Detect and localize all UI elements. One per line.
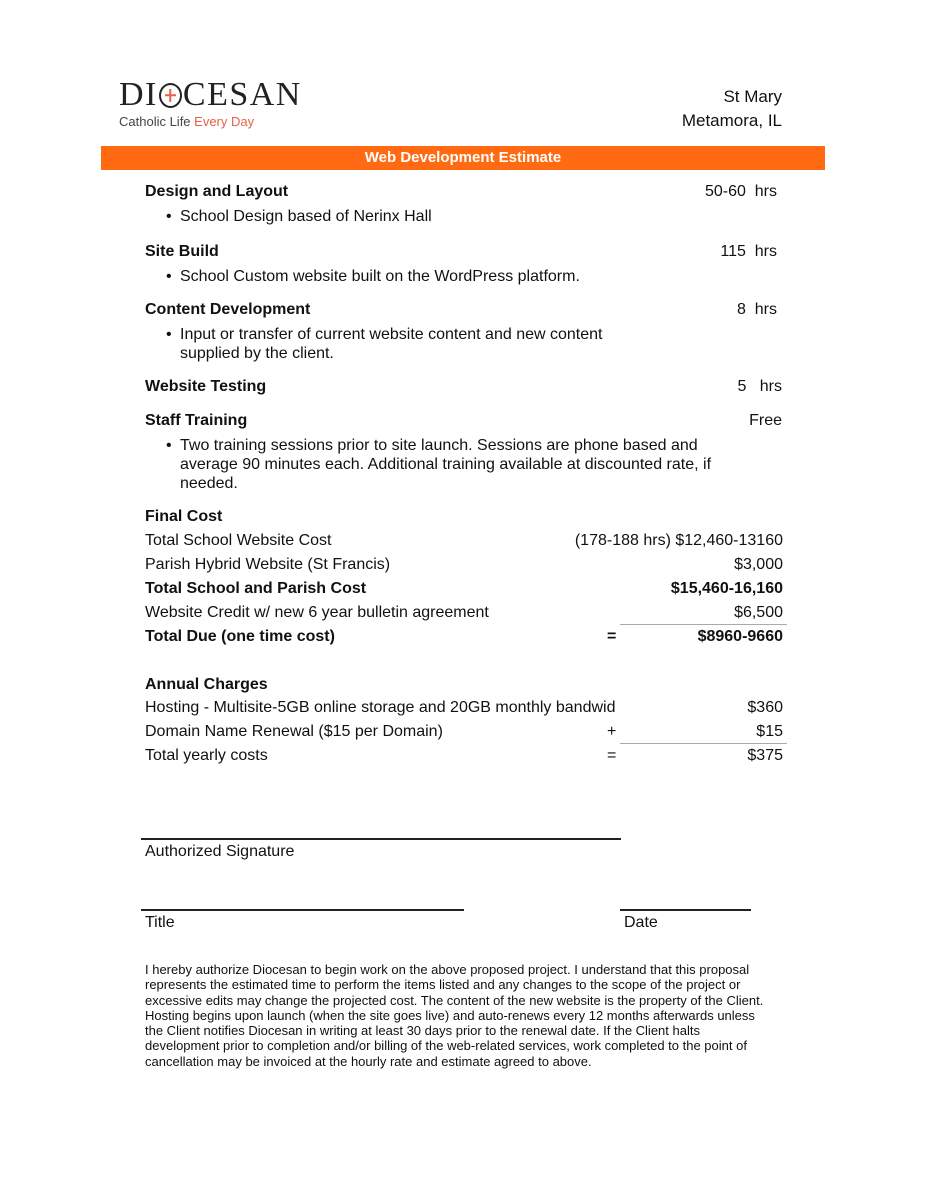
cross-circle-icon: [159, 83, 182, 108]
bullet-text: School Design based of Nerinx Hall: [180, 208, 432, 225]
bullet-icon: •: [166, 268, 172, 285]
tagline-accent: Every Day: [194, 114, 255, 129]
bullet-icon: •: [166, 208, 172, 225]
cost-row: [145, 604, 783, 624]
section-hours: 50-60 hrs: [704, 183, 777, 200]
cost-label: Total School and Parish Cost: [145, 580, 367, 597]
section-title: Design and Layout: [145, 183, 289, 200]
bullet-icon: •: [166, 326, 172, 343]
bullet-text: supplied by the client.: [180, 345, 334, 362]
cost-row-subtotal: [145, 580, 783, 600]
authorization-terms: [145, 962, 785, 1069]
bullet-text: School Custom website built on the WordPress platform.: [180, 268, 580, 285]
title-line[interactable]: [141, 909, 464, 911]
authorized-signature-label: Authorized Signature: [145, 843, 295, 860]
client-name: St Mary: [723, 87, 782, 106]
cost-label: Website Credit w/ new 6 year bulletin agreement: [145, 604, 489, 621]
plus-sign: +: [607, 723, 617, 740]
bullet-text: Two training sessions prior to site launch. Sessions are phone based and: [180, 437, 698, 454]
section-hours: 115 hrs: [720, 243, 777, 260]
terms-line: Hosting begins upon launch (when the site goes live) and auto-renews every 12 months afterwards unless: [145, 1007, 755, 1023]
annual-row: [145, 699, 783, 719]
final-cost-title: Final Cost: [145, 508, 223, 525]
logo-tagline: [119, 114, 319, 129]
section-hours: Free: [749, 412, 782, 429]
section-title: Website Testing: [145, 378, 267, 395]
logo-word-start: DI: [119, 76, 158, 113]
terms-line: development prior to completion and/or billing of the web-related services, work completed to the point of: [145, 1038, 747, 1054]
section-hours: 8 hrs: [736, 301, 777, 318]
bullet-text: average 90 minutes each. Additional training available at discounted rate, if: [180, 456, 712, 473]
annual-value: $15: [756, 723, 783, 740]
cost-value: $3,000: [734, 556, 783, 573]
cost-label: Parish Hybrid Website (St Francis): [145, 556, 391, 573]
date-label: Date: [624, 914, 658, 931]
sum-divider: [620, 624, 787, 625]
cost-value: $8960-9660: [697, 628, 783, 645]
cost-label: Total School Website Cost: [145, 532, 332, 549]
client-info: [682, 85, 782, 133]
annual-label: Total yearly costs: [145, 747, 268, 764]
terms-line: represents the estimated time to perform the items listed and any changes to the scope of the project or: [145, 977, 741, 993]
annual-charges-title: Annual Charges: [145, 676, 268, 693]
cost-value: $15,460-16,160: [670, 580, 783, 597]
equals-sign: =: [607, 628, 617, 645]
terms-line: excessive edits may change the projected cost. The content of the new website is the property of the Client.: [145, 992, 764, 1008]
annual-value: $360: [747, 699, 783, 716]
section-title: Site Build: [145, 243, 219, 260]
diocesan-logo: [119, 78, 319, 129]
tagline-plain: Catholic Life: [119, 114, 195, 129]
terms-line: I hereby authorize Diocesan to begin work on the above proposed project. I understand that this proposal: [145, 962, 750, 977]
terms-line: cancellation may be invoiced at the hourly rate and estimate agreed to above.: [145, 1053, 592, 1069]
cost-value: $6,500: [734, 604, 783, 621]
logo-wordmark: [119, 78, 319, 112]
cost-row: [145, 532, 783, 552]
annual-value: $375: [747, 747, 783, 764]
annual-row: [145, 723, 783, 743]
annual-label: Hosting - Multisite-5GB online storage and 20GB monthly bandwid: [145, 699, 616, 716]
title-label: Title: [145, 914, 175, 931]
section-title: Content Development: [145, 301, 311, 318]
client-location: Metamora, IL: [681, 111, 782, 130]
bullet-text: needed.: [180, 475, 238, 492]
signature-line[interactable]: [141, 838, 621, 840]
bullet-icon: •: [166, 437, 172, 454]
cost-row-total: [145, 628, 783, 648]
cost-value: (178-188 hrs) $12,460-13160: [574, 532, 783, 549]
sum-divider: [620, 743, 787, 744]
cost-label: Total Due (one time cost): [145, 628, 335, 645]
annual-row-total: [145, 747, 783, 767]
date-line[interactable]: [620, 909, 751, 911]
bullet-text: Input or transfer of current website content and new content: [180, 326, 603, 343]
equals-sign: =: [607, 747, 617, 764]
logo-word-end: CESAN: [182, 76, 302, 113]
estimate-banner: Web Development Estimate: [101, 146, 825, 170]
cost-row: [145, 556, 783, 576]
section-title: Staff Training: [145, 412, 248, 429]
annual-label: Domain Name Renewal ($15 per Domain): [145, 723, 443, 740]
terms-line: the Client notifies Diocesan in writing at least 30 days prior to the renewal date. If the Client halts: [145, 1023, 700, 1039]
section-hours: 5 hrs: [737, 378, 782, 395]
